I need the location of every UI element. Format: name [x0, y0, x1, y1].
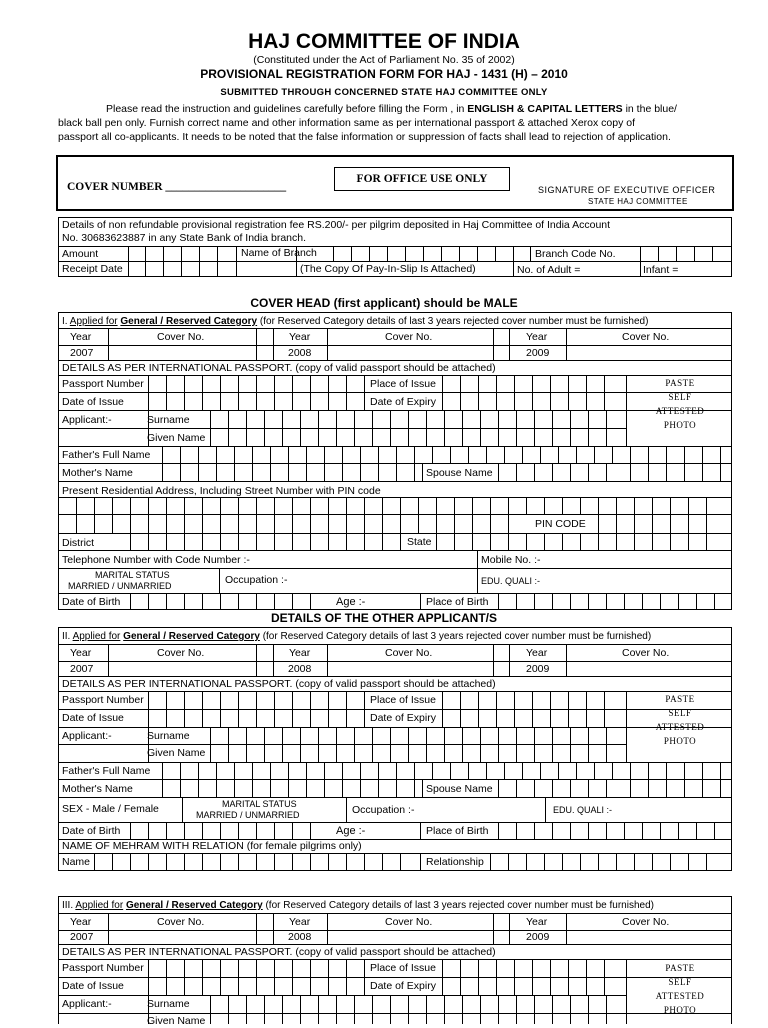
photo-paste: PASTE: [665, 963, 695, 973]
passport-details-heading: DETAILS AS PER INTERNATIONAL PASSPORT. (copy of valid passport should be attached): [62, 946, 496, 958]
date-of-expiry-label: Date of Expiry: [370, 980, 436, 992]
place-of-issue-label: Place of Issue: [370, 378, 436, 390]
amount-label: Amount: [62, 248, 99, 260]
year-2007: 2007: [70, 663, 94, 675]
age-label: Age :-: [336, 825, 366, 837]
year-2009: 2009: [526, 347, 550, 359]
given-name-label: Given Name: [147, 432, 206, 444]
married-unmarried-label: MARRIED / UNMARRIED: [68, 581, 172, 591]
adult-count-label: No. of Adult =: [517, 264, 581, 276]
occupation-label: Occupation :-: [352, 804, 415, 816]
section2-applied-for: [62, 630, 651, 643]
year-2009: 2009: [526, 663, 550, 675]
surname-label: Surname: [147, 414, 190, 426]
applicant-label: Applicant:-: [62, 414, 112, 426]
receipt-date-label: Receipt Date: [62, 263, 123, 275]
place-of-issue-label: Place of Issue: [370, 694, 436, 706]
mehram-heading: NAME OF MEHRAM WITH RELATION (for female pilgrims only): [62, 840, 362, 852]
year-2009: 2009: [526, 931, 550, 943]
given-name-label: Given Name: [147, 1015, 206, 1027]
infant-count-label: Infant =: [643, 264, 679, 276]
year-label: Year: [289, 647, 311, 659]
photo-self: SELF: [668, 708, 692, 718]
spouse-name-label: Spouse Name: [426, 467, 493, 479]
edu-quali-label: EDU. QUALI :-: [553, 805, 613, 815]
office-use-box: [334, 167, 510, 191]
applied-for-label: Applied for: [69, 316, 118, 327]
signature-label: SIGNATURE OF EXECUTIVE OFFICER: [538, 185, 716, 195]
photo-placeholder: [630, 692, 730, 748]
edu-quali-label: EDU. QUALI :-: [481, 576, 541, 586]
relationship-label: Relationship: [426, 856, 484, 868]
branch-code-label: Branch Code No.: [535, 248, 616, 260]
year-label: Year: [70, 647, 92, 659]
surname-label: Surname: [147, 998, 190, 1010]
date-of-issue-label: Date of Issue: [62, 712, 124, 724]
instr-text-2: in the blue/: [625, 103, 677, 115]
photo-self: SELF: [668, 977, 692, 987]
mehram-name-label: Name: [62, 856, 91, 868]
passport-number-label: Passport Number: [62, 694, 144, 706]
section3-number: III.: [62, 900, 74, 911]
year-2007: 2007: [70, 347, 94, 359]
form-title: PROVISIONAL REGISTRATION FORM FOR HAJ - 1431 (H) – 2010: [200, 67, 568, 81]
cover-no-label: Cover No.: [385, 647, 433, 659]
cover-no-label: Cover No.: [385, 916, 433, 928]
state-label: State: [407, 536, 432, 548]
instr-line-2: black ball pen only. Furnish correct name and other information same as per international passport & attached Xerox copy of: [58, 117, 636, 129]
mother-name-label: Mother's Name: [62, 467, 133, 479]
instr-bold: ENGLISH & CAPITAL LETTERS: [467, 103, 623, 115]
office-box: [56, 155, 734, 211]
instr-text-1: Please read the instruction and guidelines carefully before filling the Form , in: [106, 103, 465, 115]
year-label: Year: [70, 331, 92, 343]
photo-attested: ATTESTED: [655, 722, 705, 732]
marital-status-label: MARITAL STATUS: [95, 570, 170, 580]
year-2008: 2008: [288, 663, 312, 675]
applied-for-label: Applied for: [75, 900, 124, 911]
photo-text: PHOTO: [663, 1005, 697, 1015]
place-of-birth-label: Place of Birth: [426, 596, 489, 608]
year-label: Year: [289, 916, 311, 928]
state-committee-label: STATE HAJ COMMITTEE: [588, 197, 688, 206]
year-label: Year: [526, 647, 548, 659]
cover-head-heading: COVER HEAD (first applicant) should be MALE: [250, 296, 518, 310]
section2-number: II.: [62, 631, 71, 642]
instructions: [58, 102, 722, 144]
year-2008: 2008: [288, 347, 312, 359]
year-2007: 2007: [70, 931, 94, 943]
photo-self: SELF: [668, 392, 692, 402]
passport-details-heading: DETAILS AS PER INTERNATIONAL PASSPORT. (copy of valid passport should be attached): [62, 362, 496, 374]
category-label: General / Reserved Category: [120, 316, 258, 327]
dob-label: Date of Birth: [62, 825, 121, 837]
date-of-issue-label: Date of Issue: [62, 980, 124, 992]
branch-name-label: Name of Branch: [241, 247, 317, 259]
dob-label: Date of Birth: [62, 596, 121, 608]
year-label: Year: [526, 331, 548, 343]
category-note: (for Reserved Category details of last 3 years rejected cover number must be furnished): [262, 631, 652, 642]
cover-no-label: Cover No.: [157, 647, 205, 659]
sex-label: SEX - Male / Female: [62, 803, 159, 815]
father-name-label: Father's Full Name: [62, 765, 151, 777]
father-name-label: Father's Full Name: [62, 449, 151, 461]
cover-no-label: Cover No.: [622, 331, 670, 343]
mother-name-label: Mother's Name: [62, 783, 133, 795]
passport-number-label: Passport Number: [62, 378, 144, 390]
fee-details-line1: Details of non refundable provisional registration fee RS.200/- per pilgrim deposited in Haj Committee of India Account: [62, 219, 611, 231]
place-of-issue-label: Place of Issue: [370, 962, 436, 974]
date-of-expiry-label: Date of Expiry: [370, 396, 436, 408]
section3-applied-for: [62, 899, 654, 912]
submitted-note: SUBMITTED THROUGH CONCERNED STATE HAJ COMMITTEE ONLY: [220, 87, 548, 98]
pay-in-slip-note: (The Copy Of Pay-In-Slip Is Attached): [300, 263, 476, 275]
surname-label: Surname: [147, 730, 190, 742]
cover-number-label: COVER NUMBER _____________________: [67, 181, 287, 193]
section1-applied-for: [62, 315, 648, 328]
photo-placeholder: [630, 376, 730, 432]
photo-attested: ATTESTED: [655, 991, 705, 1001]
section1-number: I.: [62, 316, 68, 327]
photo-placeholder: [630, 961, 730, 1017]
address-label: Present Residential Address, Including Street Number with PIN code: [62, 485, 381, 497]
category-note: (for Reserved Category details of last 3 years rejected cover number must be furnished): [259, 316, 649, 327]
marital-status-label: MARITAL STATUS: [222, 799, 297, 809]
year-2008: 2008: [288, 931, 312, 943]
occupation-label: Occupation :-: [225, 574, 288, 586]
constituted-note: (Constituted under the Act of Parliament No. 35 of 2002): [253, 54, 515, 66]
instr-line-3: passport all co-applicants. It needs to be noted that the false information or suppression of facts shall lead to rejection of application.: [58, 131, 671, 143]
photo-paste: PASTE: [665, 378, 695, 388]
pin-code-label: PIN CODE: [535, 518, 586, 530]
spouse-name-label: Spouse Name: [426, 783, 493, 795]
telephone-label: Telephone Number with Code Number :-: [62, 554, 250, 566]
category-note: (for Reserved Category details of last 3 years rejected cover number must be furnished): [265, 900, 654, 911]
office-use-label: FOR OFFICE USE ONLY: [356, 173, 488, 185]
cover-no-label: Cover No.: [157, 916, 205, 928]
year-label: Year: [289, 331, 311, 343]
date-of-issue-label: Date of Issue: [62, 396, 124, 408]
age-label: Age :-: [336, 596, 366, 608]
applied-for-label: Applied for: [72, 631, 121, 642]
married-unmarried-label: MARRIED / UNMARRIED: [196, 810, 300, 820]
mobile-label: Mobile No. :-: [481, 554, 541, 566]
other-applicants-heading: DETAILS OF THE OTHER APPLICANT/S: [270, 611, 497, 625]
year-label: Year: [70, 916, 92, 928]
category-label: General / Reserved Category: [123, 631, 260, 642]
photo-attested: ATTESTED: [655, 406, 705, 416]
photo-text: PHOTO: [663, 420, 697, 430]
year-label: Year: [526, 916, 548, 928]
date-of-expiry-label: Date of Expiry: [370, 712, 436, 724]
place-of-birth-label: Place of Birth: [426, 825, 489, 837]
given-name-label: Given Name: [147, 747, 206, 759]
cover-no-label: Cover No.: [385, 331, 433, 343]
photo-paste: PASTE: [665, 694, 695, 704]
cover-no-label: Cover No.: [622, 916, 670, 928]
passport-details-heading: DETAILS AS PER INTERNATIONAL PASSPORT. (copy of valid passport should be attached): [62, 678, 496, 690]
page-title: HAJ COMMITTEE OF INDIA: [248, 30, 520, 53]
applicant-label: Applicant:-: [62, 730, 112, 742]
passport-number-label: Passport Number: [62, 962, 144, 974]
district-label: District: [62, 537, 95, 549]
applicant-label: Applicant:-: [62, 998, 112, 1010]
category-label: General / Reserved Category: [125, 900, 263, 911]
cover-no-label: Cover No.: [157, 331, 205, 343]
photo-text: PHOTO: [663, 736, 697, 746]
cover-no-label: Cover No.: [622, 647, 670, 659]
fee-details-line2: No. 30683623887 in any State Bank of India branch.: [62, 232, 307, 244]
